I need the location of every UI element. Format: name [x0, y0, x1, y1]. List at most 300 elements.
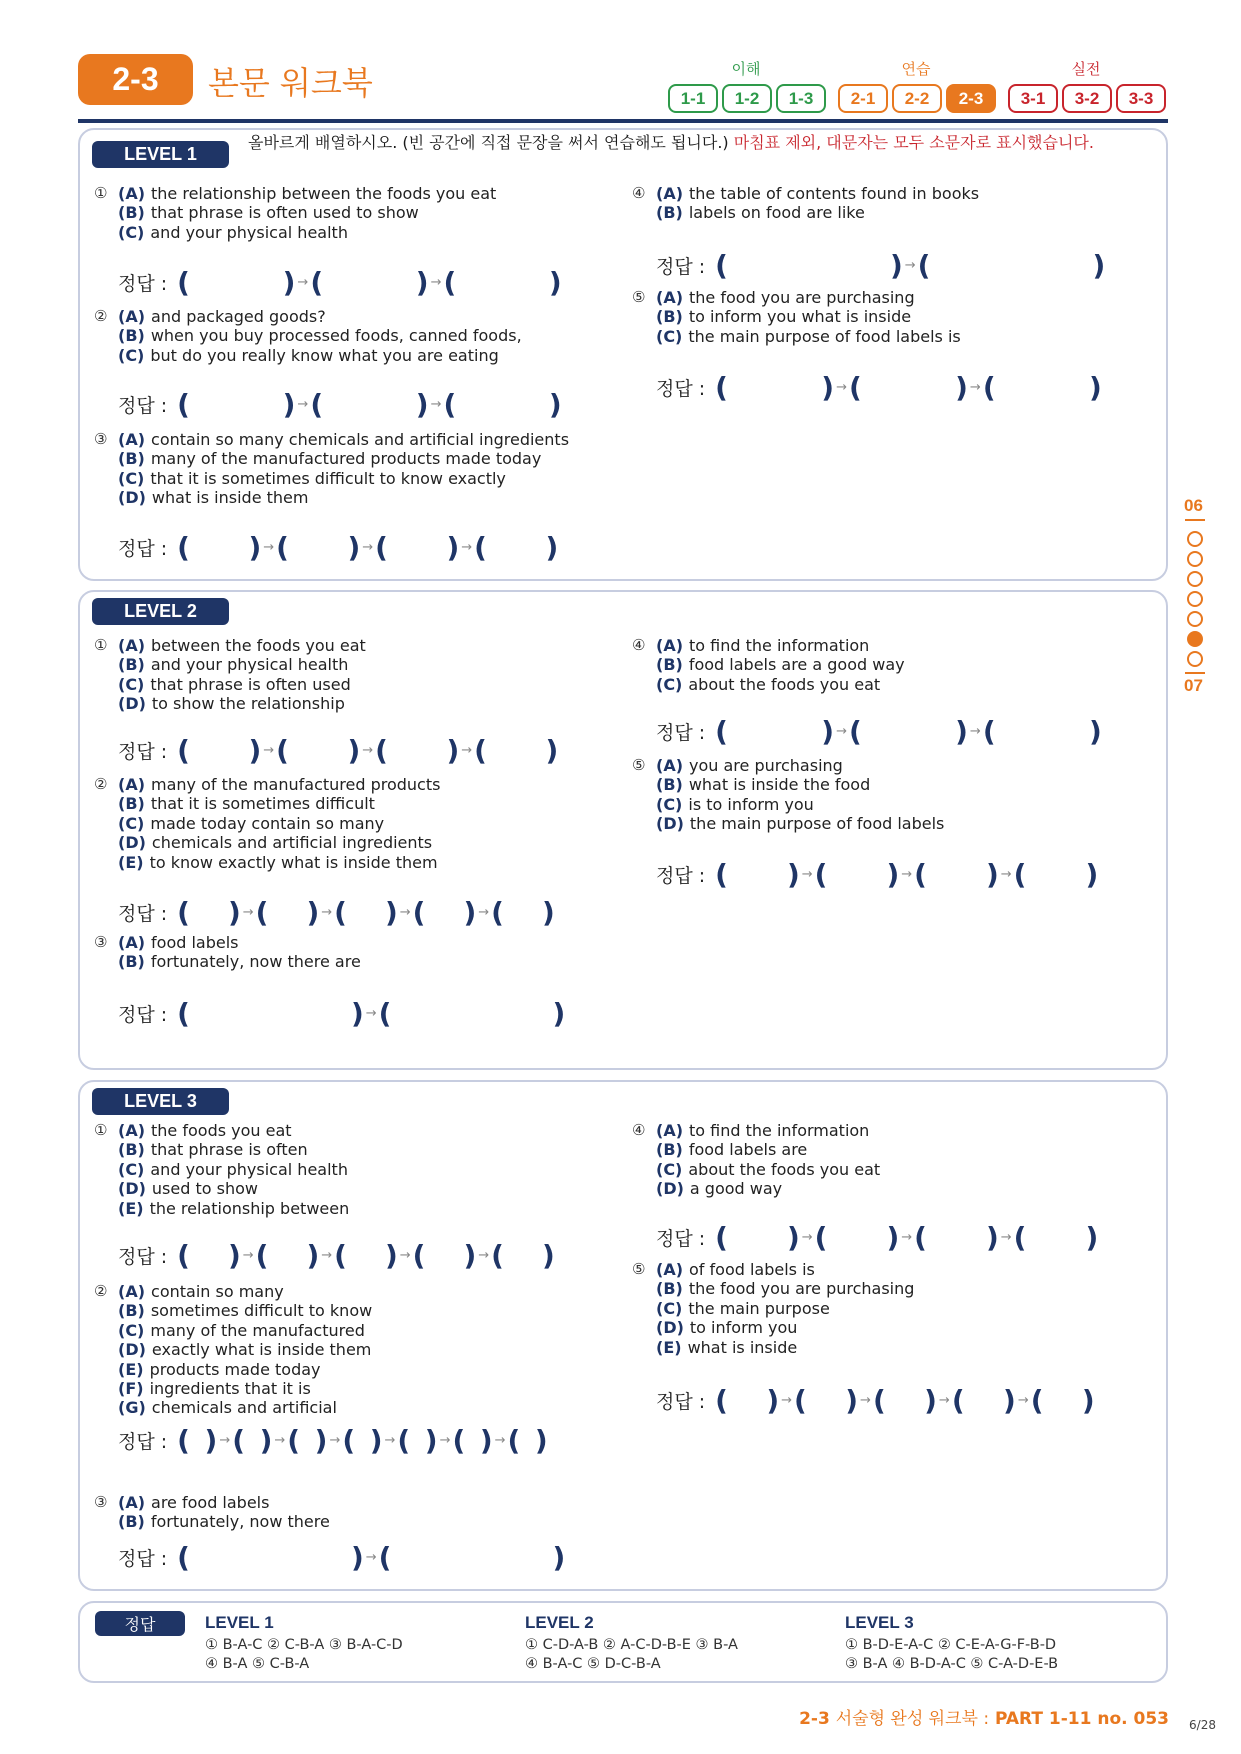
item-letter: (C)	[656, 1298, 683, 1318]
answer-blank[interactable]: ( )	[378, 996, 566, 1030]
answer-blank[interactable]: ( )	[334, 1238, 398, 1272]
item-text: to inform you	[689, 1318, 798, 1338]
group-label-understand: 이해	[731, 60, 761, 78]
level1-answer-4[interactable]	[656, 248, 1105, 282]
answer-blank[interactable]: ( )	[310, 265, 429, 299]
question-number: ④	[632, 1121, 646, 1139]
level2-question-2	[94, 775, 440, 872]
arrow-icon: →	[297, 396, 309, 412]
arrow-icon: →	[365, 1005, 377, 1021]
level3-question-3	[94, 1493, 330, 1532]
question-item	[94, 1321, 372, 1340]
level2-answer-1[interactable]	[118, 733, 558, 767]
answer-blank[interactable]: ( )	[255, 895, 320, 929]
question-number: ③	[94, 430, 108, 448]
question-item	[94, 1282, 372, 1301]
answer-blank[interactable]: ( )	[378, 1540, 566, 1574]
level2-answer-4[interactable]	[656, 714, 1102, 748]
question-item	[632, 1338, 914, 1357]
answer-label: 정답 :	[118, 1547, 168, 1570]
tab-1-1[interactable]: 1-1	[668, 84, 718, 113]
level2-question-3	[94, 933, 361, 972]
page-number: 6/28	[1189, 1718, 1216, 1732]
item-text: that phrase is often	[150, 1140, 308, 1160]
tab-2-2[interactable]: 2-2	[892, 84, 942, 113]
item-text: about the foods you eat	[688, 1159, 881, 1179]
item-letter: (F)	[118, 1379, 144, 1399]
item-text: what is inside	[687, 1337, 798, 1357]
level1-question-2	[94, 307, 522, 365]
arrow-icon: →	[901, 866, 913, 882]
arrow-icon: →	[362, 742, 374, 758]
item-text: of food labels is	[689, 1260, 815, 1279]
item-text: products made today	[149, 1359, 321, 1379]
question-item	[632, 288, 961, 307]
level3-question-2	[94, 1282, 372, 1418]
level3-question-5	[632, 1260, 914, 1357]
key-level2-line2: ④ B-A-C ⑤ D-C-B-A	[525, 1656, 661, 1672]
question-item	[94, 636, 366, 655]
answer-blank[interactable]: ( )	[914, 1220, 999, 1254]
arrow-icon: →	[321, 904, 333, 920]
item-text: to find the information	[689, 636, 870, 655]
level3-answer-3[interactable]	[118, 1540, 565, 1574]
answer-blank[interactable]: ( )	[177, 265, 296, 299]
item-text: are food labels	[151, 1493, 270, 1512]
item-letter: (C)	[118, 1320, 145, 1340]
question-item	[632, 795, 944, 814]
question-item	[632, 1318, 914, 1337]
tab-2-1[interactable]: 2-1	[838, 84, 888, 113]
arrow-icon: →	[901, 1229, 913, 1245]
item-letter: (B)	[656, 203, 683, 223]
question-item	[94, 1179, 349, 1198]
item-text: that it is sometimes difficult to know exactly	[150, 468, 506, 488]
item-letter: (A)	[118, 636, 146, 655]
side-dot-3[interactable]	[1187, 571, 1203, 587]
item-letter: (C)	[656, 1159, 683, 1179]
item-text: what is inside them	[151, 488, 309, 508]
question-item	[94, 775, 440, 794]
answer-blank[interactable]: ( )	[334, 895, 398, 929]
group-label-real: 실전	[1071, 60, 1101, 78]
item-letter: (E)	[656, 1337, 682, 1357]
answer-label: 정답 :	[656, 1390, 706, 1413]
answer-blank[interactable]: ( )	[914, 857, 999, 891]
item-text: that phrase is often used	[150, 674, 351, 694]
question-item	[632, 1279, 914, 1298]
item-letter: (B)	[118, 203, 145, 223]
answer-blank[interactable]: ( )	[491, 1238, 555, 1272]
question-item	[632, 307, 961, 326]
answer-blank[interactable]: ( )	[491, 895, 555, 929]
item-letter: (A)	[118, 933, 146, 952]
item-text: what is inside the food	[688, 775, 871, 795]
arrow-icon: →	[801, 866, 813, 882]
answer-blank[interactable]: ( )	[917, 248, 1106, 282]
answer-label: 정답 :	[656, 864, 706, 887]
item-letter: (C)	[656, 674, 683, 694]
arrow-icon: →	[478, 904, 490, 920]
arrow-icon: →	[904, 257, 916, 273]
answer-label: 정답 :	[118, 1003, 168, 1026]
answer-blank[interactable]: ( )	[287, 1423, 328, 1457]
question-item	[94, 853, 440, 872]
question-item	[94, 469, 569, 488]
item-letter: (D)	[118, 1340, 146, 1360]
key-level2-title: LEVEL 2	[525, 1613, 594, 1632]
item-letter: (A)	[656, 184, 684, 203]
answer-blank[interactable]: ( )	[1013, 1220, 1099, 1254]
question-item	[632, 756, 944, 775]
answer-blank[interactable]: ( )	[232, 1423, 273, 1457]
level1-question-5	[632, 288, 961, 346]
item-text: many of the manufactured	[150, 1320, 365, 1340]
arrow-icon: →	[263, 742, 275, 758]
arrow-icon: →	[384, 1432, 396, 1448]
item-text: to show the relationship	[151, 694, 345, 714]
answer-blank[interactable]: ( )	[177, 387, 296, 421]
question-item	[94, 307, 522, 326]
arrow-icon: →	[1000, 866, 1012, 882]
answer-blank[interactable]: ( )	[474, 733, 559, 767]
key-level1-line1: ① B-A-C ② C-B-A ③ B-A-C-D	[205, 1637, 403, 1653]
answer-blank[interactable]: ( )	[342, 1423, 383, 1457]
item-letter: (E)	[118, 852, 144, 872]
question-number: ③	[94, 1493, 108, 1511]
arrow-icon: →	[430, 274, 442, 290]
item-text: many of the manufactured products	[151, 775, 441, 794]
item-letter: (D)	[118, 488, 146, 508]
question-number: ①	[94, 636, 108, 654]
question-item	[632, 1260, 914, 1279]
item-text: and packaged goods?	[151, 307, 326, 326]
answer-label: 정답 :	[656, 1227, 706, 1250]
answer-blank[interactable]: ( )	[982, 714, 1102, 748]
item-letter: (B)	[656, 307, 683, 327]
item-text: the relationship between	[149, 1198, 350, 1218]
question-number: ②	[94, 775, 108, 793]
question-number: ④	[632, 184, 646, 202]
level3-answer-1[interactable]	[118, 1238, 555, 1272]
level3-answer-4[interactable]	[656, 1220, 1098, 1254]
answer-blank[interactable]: ( )	[982, 370, 1102, 404]
header-rule	[78, 119, 1168, 123]
answer-blank[interactable]: ( )	[443, 265, 562, 299]
tab-1-3[interactable]: 1-3	[776, 84, 826, 113]
item-text: the main purpose of food labels	[689, 814, 945, 834]
answer-blank[interactable]: ( )	[951, 1383, 1016, 1417]
answer-label: 정답 :	[118, 740, 168, 763]
item-text: to inform you what is inside	[688, 307, 912, 327]
level1-badge: LEVEL 1	[92, 141, 229, 168]
level1-answer-1[interactable]	[118, 265, 562, 299]
level1-answer-5[interactable]	[656, 370, 1102, 404]
arrow-icon: →	[461, 539, 473, 555]
item-letter: (B)	[118, 1140, 145, 1160]
item-text: that it is sometimes difficult	[150, 794, 375, 814]
question-item	[94, 814, 440, 833]
answer-blank[interactable]: ( )	[715, 857, 800, 891]
answer-label: 정답 :	[118, 537, 168, 560]
answer-blank[interactable]: ( )	[1030, 1383, 1095, 1417]
item-text: labels on food are like	[688, 203, 865, 223]
item-text: fortunately, now there	[150, 1512, 330, 1532]
answer-blank[interactable]: ( )	[276, 733, 361, 767]
question-item	[94, 655, 366, 674]
answer-blank[interactable]: ( )	[715, 714, 835, 748]
question-item	[94, 794, 440, 813]
question-item	[94, 694, 366, 713]
arrow-icon: →	[1000, 1229, 1012, 1245]
arrow-icon: →	[242, 1247, 254, 1263]
item-letter: (A)	[118, 1121, 146, 1140]
level2-question-5	[632, 756, 944, 834]
question-item	[632, 1179, 880, 1198]
arrow-icon: →	[801, 1229, 813, 1245]
footer-book-title: 서술형 완성 워크북 :	[835, 1709, 990, 1729]
item-text: the food you are purchasing	[689, 288, 915, 307]
question-number: ⑤	[632, 288, 646, 306]
side-dot-4[interactable]	[1187, 591, 1203, 607]
item-letter: (C)	[118, 222, 145, 242]
arrow-icon: →	[969, 379, 981, 395]
question-item	[632, 1140, 880, 1159]
tab-3-3[interactable]: 3-3	[1116, 84, 1166, 113]
item-letter: (D)	[656, 1318, 684, 1338]
answer-label: 정답 :	[118, 272, 168, 295]
answer-blank[interactable]: ( )	[715, 370, 835, 404]
arrow-icon: →	[329, 1432, 341, 1448]
item-text: the main purpose	[688, 1298, 830, 1318]
arrow-icon: →	[1017, 1392, 1029, 1408]
side-dot-2[interactable]	[1187, 551, 1203, 567]
question-number: ①	[94, 1121, 108, 1139]
question-item	[94, 1160, 349, 1179]
answer-blank[interactable]: ( )	[443, 387, 562, 421]
item-text: food labels	[151, 933, 239, 952]
question-number: ④	[632, 636, 646, 654]
key-level2-line1: ① C-D-A-B ② A-C-D-B-E ③ B-A	[525, 1637, 738, 1653]
side-dot-1[interactable]	[1187, 531, 1203, 547]
item-letter: (C)	[118, 468, 145, 488]
item-text: the food you are purchasing	[688, 1279, 915, 1299]
level1-answer-3[interactable]	[118, 530, 558, 564]
item-text: the foods you eat	[151, 1121, 292, 1140]
question-number: ⑤	[632, 756, 646, 774]
side-rule-bottom	[1185, 672, 1205, 674]
answer-blank[interactable]: ( )	[1013, 857, 1099, 891]
question-item	[94, 1199, 349, 1218]
answer-blank[interactable]: ( )	[255, 1238, 320, 1272]
item-text: food labels are	[688, 1140, 808, 1160]
item-letter: (A)	[656, 1121, 684, 1140]
question-item	[94, 675, 366, 694]
question-item	[632, 184, 979, 203]
arrow-icon: →	[430, 396, 442, 412]
item-text: contain so many chemicals and artificial ingredients	[151, 430, 570, 449]
level3-badge: LEVEL 3	[92, 1088, 229, 1115]
item-text: food labels are a good way	[688, 655, 905, 675]
arrow-icon: →	[365, 1549, 377, 1565]
key-level1-title: LEVEL 1	[205, 1613, 274, 1632]
answer-blank[interactable]: ( )	[177, 895, 241, 929]
item-letter: (A)	[656, 636, 684, 655]
level2-answer-3[interactable]	[118, 996, 565, 1030]
answer-blank[interactable]: ( )	[814, 857, 900, 891]
item-letter: (C)	[656, 326, 683, 346]
key-level3-line1: ① B-D-E-A-C ② C-E-A-G-F-B-D	[845, 1637, 1057, 1653]
answer-blank[interactable]: ( )	[715, 1220, 800, 1254]
question-item	[94, 1301, 372, 1320]
level1-question-1	[94, 184, 496, 242]
tab-2-3[interactable]: 2-3	[946, 84, 996, 113]
answer-label: 정답 :	[656, 377, 706, 400]
level1-question-4	[632, 184, 979, 223]
arrow-icon: →	[362, 539, 374, 555]
answer-blank[interactable]: ( )	[715, 248, 903, 282]
key-level3-line2: ③ B-A ④ B-D-A-C ⑤ C-A-D-E-B	[845, 1656, 1059, 1672]
question-item	[94, 346, 522, 365]
answer-blank[interactable]: ( )	[507, 1423, 548, 1457]
answer-blank[interactable]: ( )	[715, 1383, 780, 1417]
item-letter: (A)	[656, 288, 684, 307]
level2-answer-5[interactable]	[656, 857, 1098, 891]
item-letter: (D)	[118, 1179, 146, 1199]
answer-label: 정답 :	[118, 1245, 168, 1268]
answer-blank[interactable]: ( )	[794, 1383, 859, 1417]
answer-blank[interactable]: ( )	[375, 733, 460, 767]
answer-blank[interactable]: ( )	[276, 530, 361, 564]
item-letter: (A)	[118, 1493, 146, 1512]
level2-badge: LEVEL 2	[92, 598, 229, 625]
answer-blank[interactable]: ( )	[474, 530, 559, 564]
side-page-bottom: 07	[1184, 676, 1203, 695]
item-text: ingredients that it is	[149, 1379, 311, 1399]
item-text: the main purpose of food labels is	[688, 326, 961, 346]
level2-answer-2[interactable]	[118, 895, 555, 929]
question-item	[94, 1512, 330, 1531]
answer-blank[interactable]: ( )	[177, 996, 364, 1030]
answer-blank[interactable]: ( )	[848, 714, 968, 748]
arrow-icon: →	[969, 723, 981, 739]
item-letter: (B)	[118, 1512, 145, 1532]
question-item	[632, 1160, 880, 1179]
footer	[799, 1704, 1169, 1729]
item-letter: (A)	[118, 1282, 146, 1301]
answer-blank[interactable]: ( )	[177, 1238, 241, 1272]
item-text: exactly what is inside them	[151, 1340, 372, 1360]
item-letter: (B)	[118, 794, 145, 814]
level3-question-1	[94, 1121, 349, 1218]
level1-answer-2[interactable]	[118, 387, 562, 421]
question-item	[632, 636, 905, 655]
answer-label: 정답 :	[118, 902, 168, 925]
tab-1-2[interactable]: 1-2	[722, 84, 772, 113]
item-letter: (C)	[118, 1159, 145, 1179]
question-item	[94, 488, 569, 507]
item-letter: (C)	[118, 345, 145, 365]
item-letter: (G)	[118, 1398, 146, 1418]
item-text: that phrase is often used to show	[150, 203, 419, 223]
question-item	[94, 430, 569, 449]
question-item	[632, 203, 979, 222]
arrow-icon: →	[836, 723, 847, 739]
item-letter: (D)	[656, 814, 684, 834]
arrow-icon: →	[860, 1392, 871, 1408]
answer-blank[interactable]: ( )	[177, 1423, 218, 1457]
tab-3-1[interactable]: 3-1	[1008, 84, 1058, 113]
answer-blank[interactable]: ( )	[177, 530, 262, 564]
answer-blank[interactable]: ( )	[452, 1423, 493, 1457]
side-dot-5[interactable]	[1187, 611, 1203, 627]
group-label-practice: 연습	[901, 60, 931, 78]
answer-blank[interactable]: ( )	[177, 733, 262, 767]
side-dot-7[interactable]	[1187, 651, 1203, 667]
item-text: the relationship between the foods you eat	[151, 184, 497, 203]
question-item	[94, 184, 496, 203]
instruction-text: 올바르게 배열하시오. (빈 공간에 직접 문장을 써서 연습해도 됩니다.)	[248, 133, 729, 152]
answer-blank[interactable]: ( )	[412, 895, 477, 929]
answer-blank[interactable]: ( )	[814, 1220, 900, 1254]
arrow-icon: →	[297, 274, 309, 290]
item-text: made today contain so many	[150, 813, 385, 833]
item-letter: (C)	[118, 813, 145, 833]
item-letter: (B)	[656, 655, 683, 675]
question-item	[632, 655, 905, 674]
question-item	[94, 1379, 372, 1398]
item-text: you are purchasing	[689, 756, 843, 775]
question-item	[94, 1121, 349, 1140]
question-item	[94, 449, 569, 468]
item-text: and your physical health	[150, 222, 348, 242]
answer-blank[interactable]: ( )	[872, 1383, 937, 1417]
item-letter: (C)	[118, 674, 145, 694]
answer-blank[interactable]: ( )	[375, 530, 460, 564]
arrow-icon: →	[321, 1247, 333, 1263]
question-item	[94, 833, 440, 852]
answer-blank[interactable]: ( )	[310, 387, 429, 421]
answer-label: 정답 :	[118, 1430, 168, 1453]
question-item	[94, 1340, 372, 1359]
question-item	[94, 203, 496, 222]
item-letter: (A)	[118, 184, 146, 203]
side-dot-6-active[interactable]	[1187, 631, 1203, 647]
level2-question-1	[94, 636, 366, 714]
key-level1-line2: ④ B-A ⑤ C-B-A	[205, 1656, 310, 1672]
answer-blank[interactable]: ( )	[412, 1238, 477, 1272]
arrow-icon: →	[938, 1392, 950, 1408]
question-item	[632, 1299, 914, 1318]
side-page-top: 06	[1184, 496, 1203, 515]
arrow-icon: →	[399, 904, 411, 920]
arrow-icon: →	[219, 1432, 231, 1448]
answer-blank[interactable]: ( )	[397, 1423, 438, 1457]
answer-blank[interactable]: ( )	[177, 1540, 364, 1574]
question-item	[632, 775, 944, 794]
item-text: between the foods you eat	[151, 636, 366, 655]
question-number: ①	[94, 184, 108, 202]
item-letter: (D)	[118, 833, 146, 853]
level3-answer-5[interactable]	[656, 1383, 1095, 1417]
unit-badge: 2-3	[78, 54, 193, 105]
item-letter: (D)	[118, 694, 146, 714]
answer-label: 정답 :	[118, 394, 168, 417]
tab-3-2[interactable]: 3-2	[1062, 84, 1112, 113]
arrow-icon: →	[439, 1432, 451, 1448]
answer-blank[interactable]: ( )	[848, 370, 968, 404]
level3-answer-2[interactable]	[118, 1423, 548, 1457]
